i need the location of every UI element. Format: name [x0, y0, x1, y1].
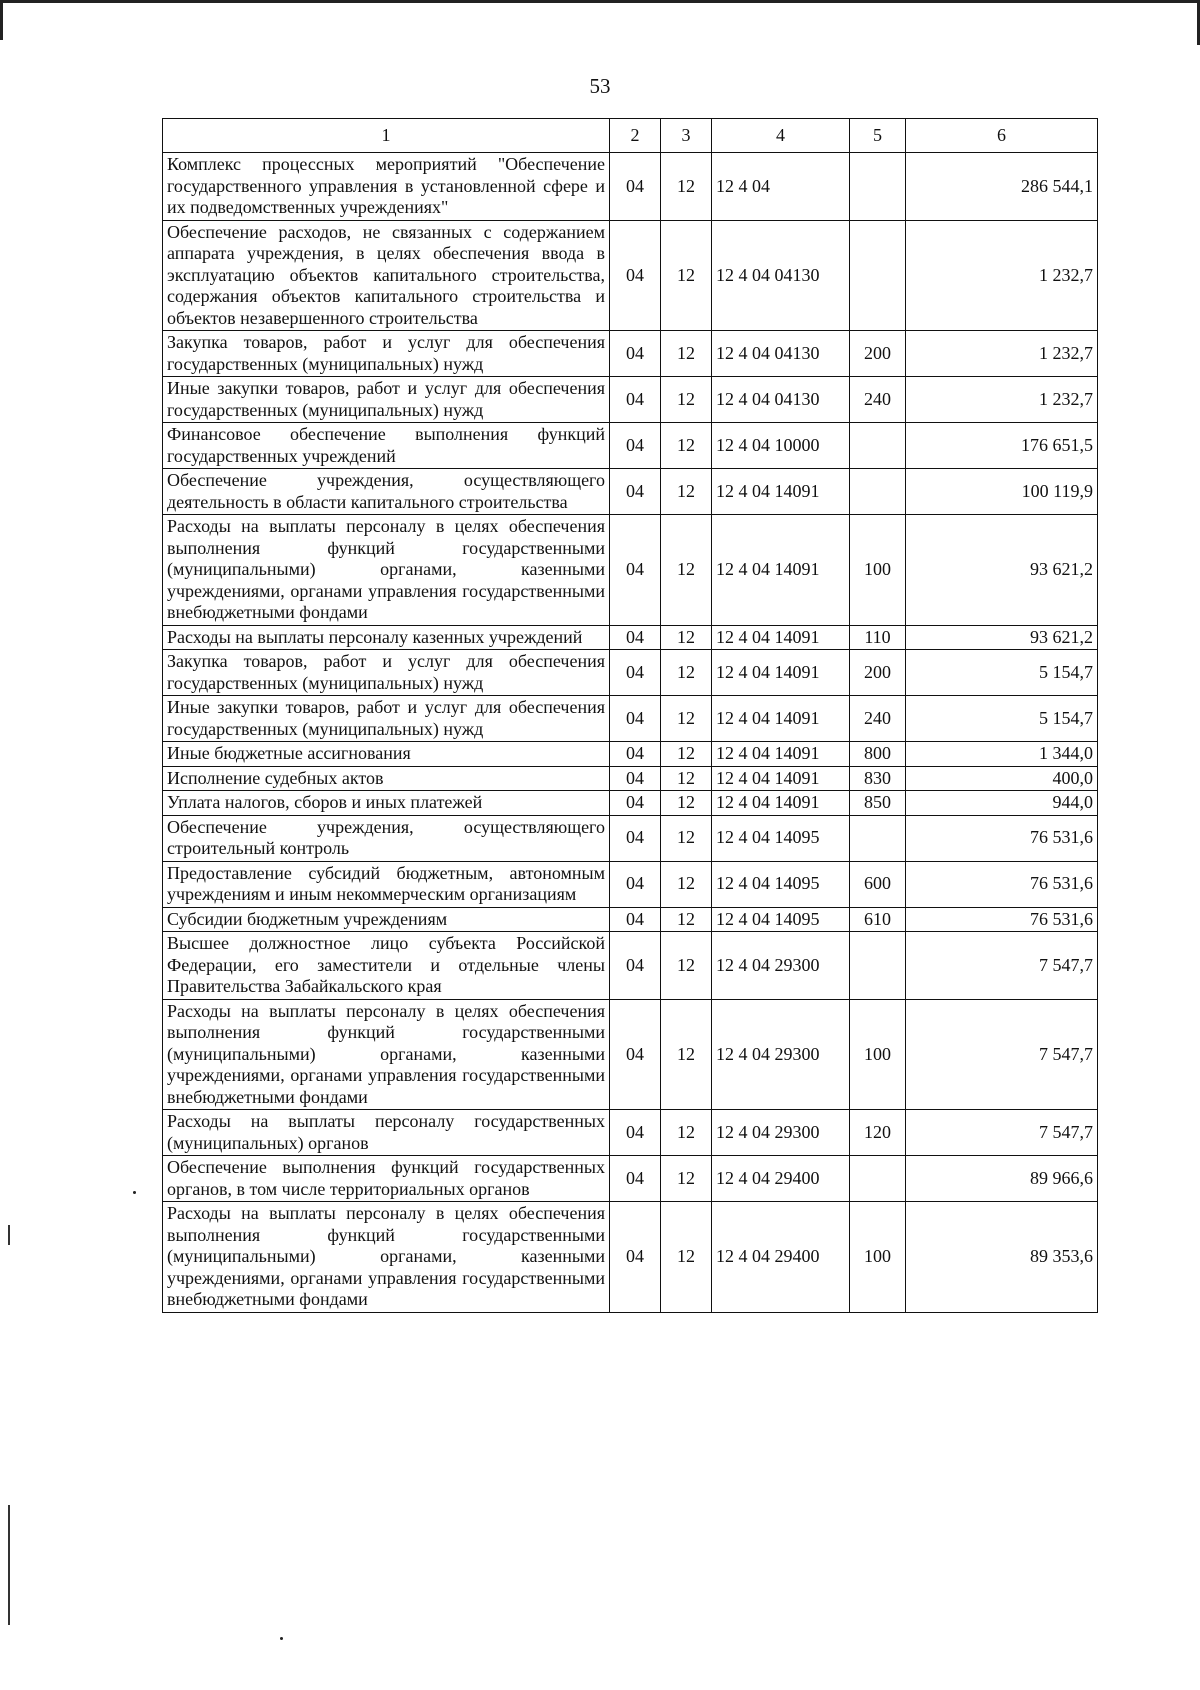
cell-section: 04 [610, 625, 661, 650]
cell-expense-type: 120 [850, 1110, 906, 1156]
scan-margin-mark [8, 1225, 10, 1245]
header-col-5: 5 [850, 119, 906, 153]
cell-section: 04 [610, 377, 661, 423]
cell-name: Иные закупки товаров, работ и услуг для обеспечения государственных (муниципальных) нужд [163, 696, 610, 742]
cell-amount: 1 344,0 [906, 742, 1098, 767]
cell-expense-type: 100 [850, 1202, 906, 1313]
cell-amount: 100 119,9 [906, 469, 1098, 515]
cell-amount: 286 544,1 [906, 153, 1098, 221]
cell-target-article: 12 4 04 29400 [712, 1156, 850, 1202]
table-row [163, 469, 1098, 515]
table-row [163, 650, 1098, 696]
table-row [163, 1110, 1098, 1156]
cell-expense-type [850, 220, 906, 331]
cell-name: Финансовое обеспечение выполнения функций государственных учреждений [163, 423, 610, 469]
cell-target-article: 12 4 04 29400 [712, 1202, 850, 1313]
cell-subsection: 12 [661, 696, 712, 742]
cell-amount: 944,0 [906, 791, 1098, 816]
cell-section: 04 [610, 932, 661, 1000]
header-col-3: 3 [661, 119, 712, 153]
cell-amount: 400,0 [906, 766, 1098, 791]
cell-subsection: 12 [661, 515, 712, 626]
cell-section: 04 [610, 331, 661, 377]
cell-section: 04 [610, 999, 661, 1110]
cell-expense-type: 200 [850, 331, 906, 377]
table-row [163, 153, 1098, 221]
cell-target-article: 12 4 04 04130 [712, 220, 850, 331]
cell-name: Исполнение судебных актов [163, 766, 610, 791]
cell-subsection: 12 [661, 1110, 712, 1156]
cell-expense-type [850, 153, 906, 221]
cell-amount: 89 966,6 [906, 1156, 1098, 1202]
cell-amount: 7 547,7 [906, 932, 1098, 1000]
table-row [163, 791, 1098, 816]
cell-expense-type: 800 [850, 742, 906, 767]
cell-amount: 1 232,7 [906, 331, 1098, 377]
scan-edge-left [0, 0, 3, 40]
cell-expense-type [850, 423, 906, 469]
cell-amount: 76 531,6 [906, 815, 1098, 861]
cell-amount: 5 154,7 [906, 650, 1098, 696]
table-row [163, 1156, 1098, 1202]
header-col-6: 6 [906, 119, 1098, 153]
header-col-4: 4 [712, 119, 850, 153]
cell-expense-type: 100 [850, 999, 906, 1110]
table-row [163, 220, 1098, 331]
cell-subsection: 12 [661, 999, 712, 1110]
cell-expense-type [850, 815, 906, 861]
cell-section: 04 [610, 861, 661, 907]
table-row [163, 999, 1098, 1110]
table-row [163, 423, 1098, 469]
cell-expense-type: 600 [850, 861, 906, 907]
cell-subsection: 12 [661, 625, 712, 650]
table-row [163, 696, 1098, 742]
cell-target-article: 12 4 04 [712, 153, 850, 221]
cell-target-article: 12 4 04 29300 [712, 1110, 850, 1156]
cell-expense-type [850, 1156, 906, 1202]
cell-target-article: 12 4 04 14091 [712, 791, 850, 816]
cell-section: 04 [610, 1202, 661, 1313]
cell-subsection: 12 [661, 331, 712, 377]
cell-section: 04 [610, 907, 661, 932]
cell-section: 04 [610, 423, 661, 469]
cell-section: 04 [610, 1156, 661, 1202]
cell-target-article: 12 4 04 14091 [712, 469, 850, 515]
cell-name: Уплата налогов, сборов и иных платежей [163, 791, 610, 816]
table-body [163, 153, 1098, 1313]
cell-section: 04 [610, 220, 661, 331]
cell-subsection: 12 [661, 791, 712, 816]
header-col-1: 1 [163, 119, 610, 153]
cell-subsection: 12 [661, 377, 712, 423]
cell-subsection: 12 [661, 907, 712, 932]
cell-amount: 93 621,2 [906, 515, 1098, 626]
table-row [163, 377, 1098, 423]
cell-expense-type: 110 [850, 625, 906, 650]
cell-amount: 1 232,7 [906, 220, 1098, 331]
cell-amount: 7 547,7 [906, 1110, 1098, 1156]
table-header-row [163, 119, 1098, 153]
cell-section: 04 [610, 742, 661, 767]
cell-amount: 1 232,7 [906, 377, 1098, 423]
cell-section: 04 [610, 766, 661, 791]
cell-name: Расходы на выплаты персоналу в целях обеспечения выполнения функций государственными (муниципальными) органами, казенными учреждениями, органами управления государственными внебюджетными фондами [163, 515, 610, 626]
cell-name: Обеспечение учреждения, осуществляющего деятельность в области капитального строительства [163, 469, 610, 515]
cell-target-article: 12 4 04 29300 [712, 999, 850, 1110]
cell-section: 04 [610, 815, 661, 861]
cell-name: Обеспечение выполнения функций государственных органов, в том числе территориальных органов [163, 1156, 610, 1202]
table-row [163, 766, 1098, 791]
cell-amount: 176 651,5 [906, 423, 1098, 469]
cell-target-article: 12 4 04 14091 [712, 650, 850, 696]
cell-section: 04 [610, 696, 661, 742]
scan-speck [280, 1637, 283, 1640]
cell-subsection: 12 [661, 469, 712, 515]
cell-name: Расходы на выплаты персоналу в целях обеспечения выполнения функций государственными (муниципальными) органами, казенными учреждениями, органами управления государственными внебюджетными фондами [163, 1202, 610, 1313]
cell-name: Закупка товаров, работ и услуг для обеспечения государственных (муниципальных) нужд [163, 331, 610, 377]
cell-target-article: 12 4 04 10000 [712, 423, 850, 469]
cell-target-article: 12 4 04 14091 [712, 742, 850, 767]
table-row [163, 1202, 1098, 1313]
cell-expense-type [850, 469, 906, 515]
scan-edge-top [0, 0, 1200, 3]
cell-target-article: 12 4 04 14095 [712, 861, 850, 907]
cell-name: Высшее должностное лицо субъекта Российской Федерации, его заместители и отдельные члены Правительства Забайкальского края [163, 932, 610, 1000]
table-row [163, 815, 1098, 861]
table-row [163, 907, 1098, 932]
cell-name: Иные закупки товаров, работ и услуг для обеспечения государственных (муниципальных) нужд [163, 377, 610, 423]
table-row [163, 331, 1098, 377]
scan-margin-mark [8, 1505, 10, 1625]
cell-name: Расходы на выплаты персоналу государственных (муниципальных) органов [163, 1110, 610, 1156]
cell-section: 04 [610, 1110, 661, 1156]
cell-section: 04 [610, 650, 661, 696]
cell-amount: 5 154,7 [906, 696, 1098, 742]
cell-subsection: 12 [661, 766, 712, 791]
cell-name: Предоставление субсидий бюджетным, автономным учреждениям и иным некоммерческим организациям [163, 861, 610, 907]
cell-section: 04 [610, 153, 661, 221]
cell-section: 04 [610, 791, 661, 816]
cell-target-article: 12 4 04 04130 [712, 331, 850, 377]
cell-subsection: 12 [661, 815, 712, 861]
cell-name: Обеспечение расходов, не связанных с содержанием аппарата учреждения, в целях обеспечения ввода в эксплуатацию объектов капитального строительства, содержания объектов капитального строительства и объектов незавершенного строительства [163, 220, 610, 331]
cell-target-article: 12 4 04 04130 [712, 377, 850, 423]
cell-name: Субсидии бюджетным учреждениям [163, 907, 610, 932]
cell-expense-type: 200 [850, 650, 906, 696]
table-row [163, 625, 1098, 650]
cell-amount: 93 621,2 [906, 625, 1098, 650]
cell-target-article: 12 4 04 29300 [712, 932, 850, 1000]
scan-speck [133, 1191, 136, 1194]
cell-amount: 89 353,6 [906, 1202, 1098, 1313]
cell-subsection: 12 [661, 423, 712, 469]
cell-expense-type: 240 [850, 377, 906, 423]
cell-target-article: 12 4 04 14091 [712, 515, 850, 626]
cell-name: Комплекс процессных мероприятий "Обеспечение государственного управления в установленной сфере и их подведомственных учреждениях" [163, 153, 610, 221]
cell-name: Расходы на выплаты персоналу в целях обеспечения выполнения функций государственными (муниципальными) органами, казенными учреждениями, органами управления государственными внебюджетными фондами [163, 999, 610, 1110]
cell-target-article: 12 4 04 14091 [712, 625, 850, 650]
cell-amount: 76 531,6 [906, 907, 1098, 932]
cell-target-article: 12 4 04 14095 [712, 907, 850, 932]
table-row [163, 932, 1098, 1000]
cell-name: Обеспечение учреждения, осуществляющего строительный контроль [163, 815, 610, 861]
cell-subsection: 12 [661, 650, 712, 696]
cell-amount: 76 531,6 [906, 861, 1098, 907]
cell-target-article: 12 4 04 14091 [712, 766, 850, 791]
cell-subsection: 12 [661, 1156, 712, 1202]
cell-subsection: 12 [661, 1202, 712, 1313]
cell-subsection: 12 [661, 220, 712, 331]
cell-section: 04 [610, 515, 661, 626]
cell-target-article: 12 4 04 14091 [712, 696, 850, 742]
cell-subsection: 12 [661, 861, 712, 907]
cell-amount: 7 547,7 [906, 999, 1098, 1110]
budget-table [162, 118, 1098, 1313]
table-row [163, 861, 1098, 907]
cell-expense-type: 240 [850, 696, 906, 742]
page-number: 53 [589, 74, 611, 98]
header-col-2: 2 [610, 119, 661, 153]
cell-subsection: 12 [661, 932, 712, 1000]
cell-name: Закупка товаров, работ и услуг для обеспечения государственных (муниципальных) нужд [163, 650, 610, 696]
cell-target-article: 12 4 04 14095 [712, 815, 850, 861]
table-row [163, 742, 1098, 767]
cell-name: Иные бюджетные ассигнования [163, 742, 610, 767]
cell-expense-type: 610 [850, 907, 906, 932]
cell-expense-type: 830 [850, 766, 906, 791]
cell-subsection: 12 [661, 153, 712, 221]
table-row [163, 515, 1098, 626]
cell-expense-type: 850 [850, 791, 906, 816]
cell-name: Расходы на выплаты персоналу казенных учреждений [163, 625, 610, 650]
cell-subsection: 12 [661, 742, 712, 767]
cell-expense-type [850, 932, 906, 1000]
cell-expense-type: 100 [850, 515, 906, 626]
cell-section: 04 [610, 469, 661, 515]
